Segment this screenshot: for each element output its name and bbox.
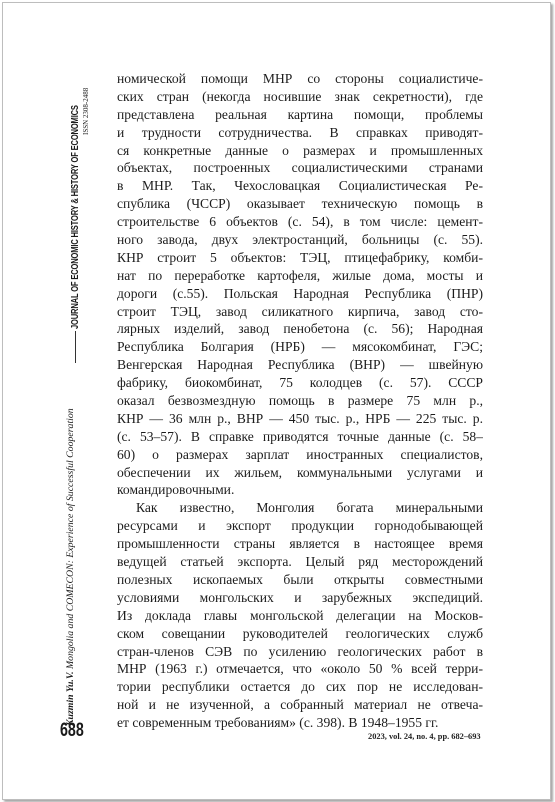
text-line: стран-членов СЭВ по усилению геологических работ в <box>117 643 483 659</box>
body-text <box>117 70 483 732</box>
page-number: 688 <box>60 720 84 741</box>
text-line: объектах, построенных социалистическими странами <box>117 160 483 176</box>
text-line: ет современным требованиям» (с. 398). В 1948–1955 гг. <box>117 715 439 731</box>
text-line: ной и не изученной, а собранный материал не отвеча- <box>117 697 483 713</box>
text-line: 60) о размерах зарплат иностранных специалистов, <box>117 446 483 462</box>
text-line: ного завода, двух электростанций, больницы (с. 55). <box>117 232 483 248</box>
text-line: ресурсами и экспорт продукции горнодобывающей <box>117 518 483 534</box>
article-running-title <box>65 408 76 726</box>
text-line: ских стран (некогда носившие знак секретности), где <box>117 88 483 104</box>
text-line: ском совещании руководителей геологических служб <box>117 625 483 641</box>
text-line: КНР строит 5 объектов: ТЭЦ, птицефабрику, комби- <box>117 249 483 265</box>
journal-citation: 2023, vol. 24, no. 4, pp. 682–693 <box>368 732 481 741</box>
text-line: ведущей статьей экспорта. Целый ряд месторождений <box>117 554 483 570</box>
text-line: командировочными. <box>117 482 235 498</box>
text-line: представлена реальная картина помощи, проблемы <box>117 106 483 122</box>
text-line: и трудности сотрудничества. В справках приводят- <box>117 124 483 140</box>
text-line: оказал безвозмездную помощь в размере 75 млн р., <box>117 393 483 409</box>
text-line: полезных ископаемых были открыты совместными <box>117 571 483 587</box>
issn: ISSN 2308-2488 <box>82 87 90 135</box>
text-line: номической помощи МНР со стороны социалистиче- <box>117 71 483 86</box>
article-author: Kuzmin Yu.V. <box>65 668 76 726</box>
text-line: лярных изделий, завод пенобетона (с. 56); Народная <box>117 321 483 337</box>
text-line: строительстве 6 объектов (с. 54), в том числе: цемент- <box>117 214 483 230</box>
text-line: обеспечении их жильем, коммунальными услугами и <box>117 464 483 480</box>
journal-title: JOURNAL OF ECONOMIC HISTORY & HISTORY OF ECONOMICS <box>70 105 81 329</box>
text-line: строит ТЭЦ, завод силикатного кирпича, завод сто- <box>117 303 483 319</box>
text-line: промышленности страны является в настоящее время <box>117 536 483 552</box>
text-line: ся конкретные данные о размерах и промышленных <box>117 142 483 158</box>
text-line: нат по переработке картофеля, жилые дома, мосты и <box>117 267 483 283</box>
text-line: спублика (ЧССР) оказывает техническую помощь в <box>117 196 483 212</box>
text-line: Как известно, Монголия богата минеральными <box>136 500 483 516</box>
text-line: (с. 53–57). В справке приводятся точные данные (с. 58– <box>117 428 483 444</box>
text-line: Республика Болгария (НРБ) — мясокомбинат, ГЭС; <box>117 339 483 355</box>
text-line: условиями монгольских и зарубежных экспедиций. <box>117 589 483 605</box>
text-line: дороги (с.55). Польская Народная Республика (ПНР) <box>117 285 483 301</box>
text-line: Из доклада главы монгольской делегации на Москов- <box>117 607 483 623</box>
article-title: Mongolia and COMECON: Experience of Successful Cooperation <box>65 408 76 669</box>
text-line: в МНР. Так, Чехословацкая Социалистическая Ре- <box>117 178 483 194</box>
text-line: Венгерская Народная Республика (ВНР) — швейную <box>117 357 483 373</box>
spine-divider <box>75 331 76 363</box>
text-line: фабрику, биокомбинат, 75 колодцев (с. 57). СССР <box>117 375 483 391</box>
text-line: тории республики остается до сих пор не исследован- <box>117 679 483 695</box>
text-line: МНР (1963 г.) отмечается, что «около 50 % всей терри- <box>117 661 483 677</box>
text-line: КНР — 36 млн р., ВНР — 450 тыс. р., НРБ — 225 тыс. р. <box>117 410 483 426</box>
